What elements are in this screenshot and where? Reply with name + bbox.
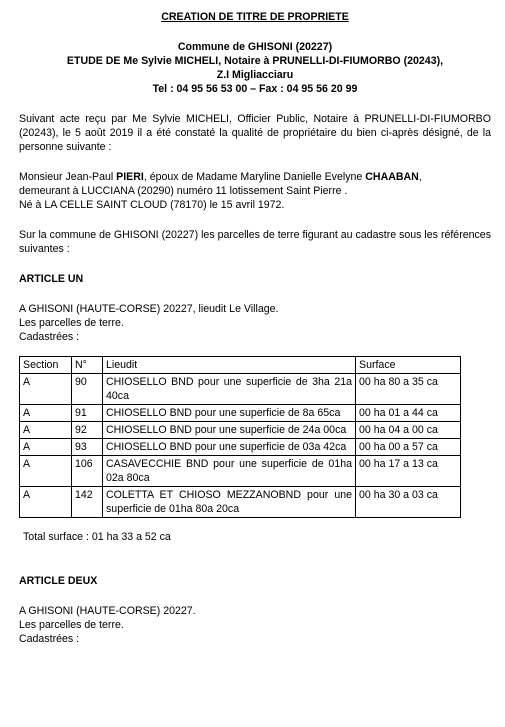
commune-paragraph: Sur la commune de GHISONI (20227) les parcelles de terre figurant au cadastre sous les références suivantes : — [19, 229, 491, 255]
cell-lieudit: COLETTA ET CHIOSO MEZZANOBND pour une superficie de 01ha 80a 20ca — [103, 487, 356, 518]
office-header — [19, 40, 491, 96]
table-row — [20, 487, 461, 518]
cell-surface: 00 ha 17 a 13 ca — [356, 456, 461, 487]
cell-surface: 00 ha 04 a 00 ca — [356, 422, 461, 439]
col-number-header: N° — [72, 357, 103, 374]
table-row — [20, 456, 461, 487]
contact-line: Tel : 04 95 56 53 00 – Fax : 04 95 56 20 99 — [152, 83, 358, 95]
article-two-details — [19, 604, 491, 646]
commune-line: Commune de GHISONI (20227) — [177, 41, 333, 53]
table-row — [20, 405, 461, 422]
article-two-cadastrees: Cadastrées : — [19, 633, 80, 645]
cadastre-table — [19, 356, 461, 518]
owner-birth: Né à LA CELLE SAINT CLOUD (78170) le 15 avril 1972. — [19, 199, 285, 211]
document-title: CREATION DE TITRE DE PROPRIETE — [161, 11, 349, 23]
col-surface-header: Surface — [356, 357, 461, 374]
owner-mid: , époux de Madame Maryline Danielle Evelyne — [143, 171, 366, 183]
owner-prefix: Monsieur Jean-Paul — [19, 171, 117, 183]
col-lieudit-header: Lieudit — [103, 357, 356, 374]
cell-surface: 00 ha 30 a 03 ca — [356, 487, 461, 518]
article-two-title: ARTICLE DEUX — [19, 575, 98, 587]
cell-section: A — [20, 405, 72, 422]
article-one-cadastrees: Cadastrées : — [19, 331, 80, 343]
table-header-row — [20, 357, 461, 374]
cell-surface: 00 ha 00 a 57 ca — [356, 439, 461, 456]
cell-section: A — [20, 374, 72, 405]
cell-lieudit: CHIOSELLO BND pour une superficie de 3ha 21a 40ca — [103, 374, 356, 405]
owner-address: demeurant à LUCCIANA (20290) numéro 11 lotissement Saint Pierre . — [19, 185, 348, 197]
cell-section: A — [20, 439, 72, 456]
article-one-location: A GHISONI (HAUTE-CORSE) 20227, lieudit Le Village. — [19, 303, 279, 315]
document-page — [19, 10, 491, 646]
zone-line: Z.I Migliacciaru — [216, 69, 294, 81]
cell-lieudit: CHIOSELLO BND pour une superficie de 24a 00ca — [103, 422, 356, 439]
table-row — [20, 374, 461, 405]
article-one-parcelles: Les parcelles de terre. — [19, 317, 124, 329]
cell-surface: 00 ha 80 a 35 ca — [356, 374, 461, 405]
table-row — [20, 422, 461, 439]
owner-line — [19, 170, 491, 184]
owner-surname: PIERI — [116, 171, 144, 183]
table-row — [20, 439, 461, 456]
cell-section: A — [20, 456, 72, 487]
cell-lieudit: CHIOSELLO BND pour une superficie de 8a 65ca — [103, 405, 356, 422]
owner-paragraph — [19, 170, 491, 212]
article-two-parcelles: Les parcelles de terre. — [19, 619, 124, 631]
owner-suffix: , — [418, 171, 422, 183]
article-one-details — [19, 302, 491, 344]
cell-number: 106 — [72, 456, 103, 487]
intro-paragraph: Suivant acte reçu par Me Sylvie MICHELI, Officier Public, Notaire à PRUNELLI-DI-FIUMORBO (20243), le 5 août 2019 il a été constaté la qualité de propriétaire du bien ci-après désigné, de la personne suivante : — [19, 113, 491, 153]
article-two-location: A GHISONI (HAUTE-CORSE) 20227. — [19, 605, 196, 617]
cell-number: 90 — [72, 374, 103, 405]
cell-number: 92 — [72, 422, 103, 439]
cell-lieudit: CHIOSELLO BND pour une superficie de 03a 42ca — [103, 439, 356, 456]
article-one-title: ARTICLE UN — [19, 273, 84, 285]
cell-section: A — [20, 487, 72, 518]
cell-number: 142 — [72, 487, 103, 518]
cell-number: 91 — [72, 405, 103, 422]
total-surface: Total surface : 01 ha 33 a 52 ca — [23, 531, 171, 543]
col-section-header: Section — [20, 357, 72, 374]
cell-section: A — [20, 422, 72, 439]
etude-line: ETUDE DE Me Sylvie MICHELI, Notaire à PRUNELLI-DI-FIUMORBO (20243), — [66, 55, 444, 67]
cell-surface: 00 ha 01 a 44 ca — [356, 405, 461, 422]
cell-number: 93 — [72, 439, 103, 456]
cell-lieudit: CASAVECCHIE BND pour une superficie de 01ha 02a 80ca — [103, 456, 356, 487]
spouse-surname: CHAABAN — [365, 171, 419, 183]
